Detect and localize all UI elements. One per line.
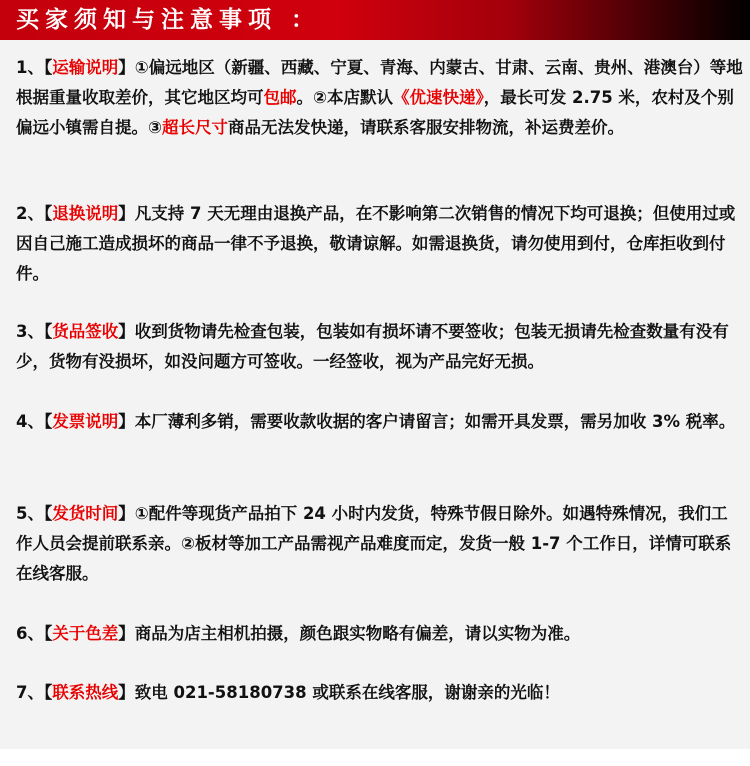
notice-invoice	[16, 407, 744, 437]
notice-number: 1、	[16, 58, 44, 77]
bracket-open: 【	[43, 683, 53, 702]
notice-header-bar	[0, 0, 750, 40]
notice-hotline	[16, 678, 744, 708]
bracket-open: 【	[43, 58, 53, 77]
notice-text: ，最长可发 2.75 米，农村及个别偏远小镇需自提。③	[16, 88, 734, 137]
notice-number: 4、	[16, 412, 44, 431]
bracket-open: 【	[43, 624, 53, 643]
bracket-close: 】	[118, 504, 135, 523]
notice-text: 商品为店主相机拍摄，颜色跟实物略有偏差，请以实物为准。	[134, 624, 581, 643]
bracket-close: 】	[118, 683, 135, 702]
notice-label-dispatch: 发货时间	[52, 504, 119, 523]
notice-label-hotline: 联系热线	[52, 683, 119, 702]
bracket-close: 】	[118, 412, 135, 431]
bracket-open: 【	[43, 322, 53, 341]
notice-text: 商品无法发快递，请联系客服安排物流，补运费差价。	[227, 118, 624, 137]
notice-label-receipt: 货品签收	[52, 322, 119, 341]
notice-label-shipping: 运输说明	[52, 58, 119, 77]
bracket-open: 【	[43, 412, 53, 431]
bracket-close: 】	[118, 624, 135, 643]
notice-text: 本厂薄利多销，需要收款收据的客户请留言；如需开具发票，需另加收 3% 税率。	[134, 412, 736, 431]
notice-text: ①偏远地区（新疆、西藏、宁夏、青海、内蒙古、甘肃、云南、贵州、港澳台）等地根据重量收取差价，其它地区均可	[16, 58, 743, 107]
bottom-margin	[0, 749, 750, 766]
bracket-close: 】	[118, 322, 135, 341]
notice-number: 3、	[16, 322, 44, 341]
notice-number: 2、	[16, 204, 44, 223]
notice-dispatch-time	[16, 499, 744, 589]
notice-text: 。②本店默认	[296, 88, 393, 107]
notice-returns	[16, 199, 744, 289]
page-title: 买家须知与注意事项 ：	[16, 7, 321, 33]
bracket-close: 】	[118, 58, 135, 77]
notice-label-invoice: 发票说明	[52, 412, 119, 431]
notice-content-panel	[0, 40, 750, 749]
bracket-open: 【	[43, 504, 53, 523]
notice-text: ①配件等现货产品拍下 24 小时内发货，特殊节假日除外。如遇特殊情况，我们工作人员会提前联系亲。②板材等加工产品需视产品难度而定，发货一般 1-7 个工作日，详情可联系在线客服。	[16, 504, 732, 583]
notice-number: 7、	[16, 683, 44, 702]
notice-label-returns: 退换说明	[52, 204, 119, 223]
notice-label-color: 关于色差	[52, 624, 119, 643]
notice-text: 凡支持 7 天无理由退换产品，在不影响第二次销售的情况下均可退换；但使用过或因自己施工造成损坏的商品一律不予退换，敬请谅解。如需退换货，请勿使用到付，仓库拒收到付件。	[16, 204, 736, 283]
notice-text: 致电 021-58180738 或联系在线客服，谢谢亲的光临！	[134, 683, 560, 702]
notice-text: 收到货物请先检查包装，包装如有损坏请不要签收；包装无损请先检查数量有没有少，货物有没损坏，如没问题方可签收。一经签收，视为产品完好无损。	[16, 322, 729, 371]
notice-color-difference	[16, 619, 744, 649]
bracket-close: 】	[118, 204, 135, 223]
notice-shipping	[16, 53, 744, 143]
highlight-free-shipping: 包邮	[263, 88, 297, 107]
highlight-oversize: 超长尺寸	[161, 118, 228, 137]
notice-number: 6、	[16, 624, 44, 643]
notice-number: 5、	[16, 504, 44, 523]
highlight-courier-name: 《优速快递》	[392, 88, 484, 107]
notice-receipt	[16, 317, 744, 377]
bracket-open: 【	[43, 204, 53, 223]
